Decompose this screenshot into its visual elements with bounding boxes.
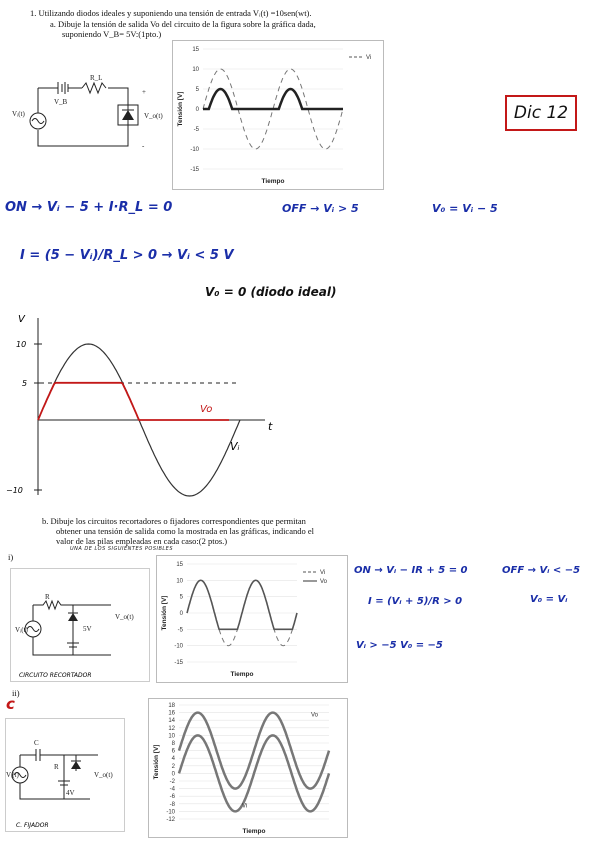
sketch-t-label: t — [268, 420, 273, 433]
legend-label: Vi — [366, 55, 372, 61]
circuit-ii-vo: V_o(t) — [94, 771, 113, 779]
chart-ii-svg — [149, 699, 347, 837]
note-a-i: I = (5 − Vᵢ)/R_L > 0 → Vᵢ < 5 V — [20, 248, 234, 263]
sketch-graph — [0, 310, 300, 500]
sketch-v-label: V — [18, 314, 25, 325]
note-a-vo: V₀ = Vᵢ − 5 — [432, 202, 498, 215]
circuit-ii-vi: Vᵢ(t) — [6, 771, 19, 779]
case-i-label: i) — [8, 552, 14, 562]
y-tick-label: -8 — [169, 801, 175, 808]
y-tick-label: -10 — [166, 809, 175, 816]
y-tick-label: 5 — [195, 87, 199, 93]
chart-i-svg — [157, 556, 347, 682]
sketch-5-label: 5 — [22, 379, 28, 388]
y-tick-label: 6 — [171, 748, 175, 755]
y-tick-label: 15 — [192, 47, 199, 53]
chart-a — [172, 40, 384, 190]
y-tick-label: 4 — [171, 756, 175, 763]
circuit-i-vo: V_o(t) — [115, 613, 134, 621]
y-tick-label: -15 — [190, 167, 199, 173]
part-b-note: UNA DE LOS SIGUIENTES POSIBLES — [70, 546, 174, 552]
y-tick-label: 0 — [171, 771, 175, 778]
circuit-a-minus: - — [142, 142, 145, 150]
circuit-ii-diagram — [5, 718, 125, 832]
y-tick-label: 0 — [195, 107, 199, 113]
y-tick-label: 16 — [168, 710, 175, 717]
circuit-a-vo: V_o(t) — [144, 112, 163, 120]
circuit-a-vi: Vᵢ(t) — [12, 110, 25, 118]
x-axis-label: Tiempo — [261, 178, 285, 185]
y-tick-label: -5 — [177, 627, 183, 634]
series-line — [203, 89, 343, 109]
part-b-line1: Dibuje los circuitos recortadores o fijadores correspondientes que permitan — [50, 516, 306, 526]
legend-label: Vi — [320, 570, 326, 576]
y-axis-label: Tensión [V] — [161, 595, 168, 631]
circuit-i-diagram — [10, 568, 150, 682]
exercise-statement — [30, 8, 350, 18]
part-a-text — [50, 19, 350, 29]
legend-label: Vo — [320, 579, 328, 585]
circuit-i-r: R — [45, 593, 50, 601]
series-label: Vo — [311, 712, 319, 719]
y-tick-label: 12 — [168, 725, 175, 732]
chart-ii — [148, 698, 348, 838]
part-b-line2: obtener una tensión de salida como la mostrada en las gráficas, indicando el — [56, 526, 314, 536]
note-a-off: OFF → Vᵢ > 5 — [282, 202, 359, 215]
y-tick-label: 18 — [168, 703, 175, 709]
circuit-ii-caption: C. FIJADOR — [16, 822, 49, 829]
y-tick-label: 2 — [171, 763, 175, 770]
series-label: Vi — [242, 803, 248, 810]
y-tick-label: 10 — [192, 67, 199, 73]
y-tick-label: 10 — [168, 733, 175, 740]
circuit-a-vb: V_B — [54, 98, 68, 106]
note-a-vo0: V₀ = 0 (diodo ideal) — [205, 285, 337, 299]
sketch-vi-label: Vᵢ — [230, 440, 240, 453]
y-tick-label: -2 — [169, 779, 175, 785]
circuit-a-diagram — [10, 58, 170, 158]
circuit-ii-c: C — [34, 739, 39, 747]
case-ii-label: ii) — [12, 688, 20, 698]
circuit-ii-bat: 4V — [66, 789, 75, 797]
x-axis-label: Tiempo — [242, 828, 266, 835]
y-tick-label: -10 — [174, 643, 183, 650]
chart-a-svg — [173, 41, 383, 189]
part-b-text — [42, 516, 332, 526]
y-tick-label: 0 — [179, 611, 183, 617]
part-b-label: b. — [42, 516, 49, 526]
y-axis-label: Tensión [V] — [153, 744, 160, 780]
circuit-a-rl: R_L — [90, 74, 103, 82]
circuit-i-caption: CIRCUITO RECORTADOR — [19, 672, 92, 679]
y-tick-label: 10 — [176, 578, 183, 585]
y-tick-label: -12 — [166, 817, 175, 823]
sketch-m10-label: −10 — [6, 486, 23, 495]
series-line — [187, 580, 297, 629]
date-badge: Dic 12 — [505, 95, 577, 131]
note-b-cond: Vᵢ > −5 V₀ = −5 — [356, 640, 443, 651]
sketch-vo-label: Vo — [200, 404, 213, 415]
note-a-on: ON → Vᵢ − 5 + I·R_L = 0 — [5, 200, 173, 215]
circuit-i-bat: 5V — [83, 625, 92, 633]
part-b-line3: valor de las pilas empleadas en cada caso:(2 ptos.) — [56, 536, 228, 546]
y-tick-label: -5 — [193, 127, 199, 133]
note-b-on: ON → Vᵢ − IR + 5 = 0 — [354, 565, 468, 576]
note-b-off: OFF → Vᵢ < −5 — [502, 565, 581, 576]
part-a-line2: suponiendo V_B= 5V:(1pto.) — [62, 29, 162, 39]
circuit-ii-r: R — [54, 763, 59, 771]
note-c-label: c — [6, 695, 15, 713]
y-tick-label: -10 — [190, 147, 199, 153]
sketch-10-label: 10 — [16, 340, 27, 349]
y-tick-label: 5 — [179, 594, 183, 601]
y-tick-label: -15 — [174, 660, 183, 666]
y-axis-label: Tensión [V] — [177, 91, 184, 127]
part-a-label: a. — [50, 19, 56, 29]
exercise-number: 1. — [30, 8, 37, 18]
part-a-line1: Dibuje la tensión de salida Vo del circuito de la figura sobre la gráfica dada, — [58, 19, 316, 29]
x-axis-label: Tiempo — [230, 671, 254, 678]
y-tick-label: -6 — [169, 794, 175, 801]
circuit-i-vi: Vᵢ(t) — [15, 626, 28, 634]
y-tick-label: 14 — [168, 718, 175, 725]
note-b-i: I = (Vᵢ + 5)/R > 0 — [368, 596, 463, 607]
exercise-text: Utilizando diodos ideales y suponiendo una tensión de entrada Vᵢ(t) =10sen(wt). — [38, 8, 312, 18]
circuit-a-plus: + — [142, 88, 146, 96]
chart-i — [156, 555, 348, 683]
y-tick-label: 8 — [171, 741, 175, 747]
y-tick-label: 15 — [176, 562, 183, 568]
y-tick-label: -4 — [169, 786, 175, 793]
note-b-vo: V₀ = Vᵢ — [530, 594, 568, 605]
